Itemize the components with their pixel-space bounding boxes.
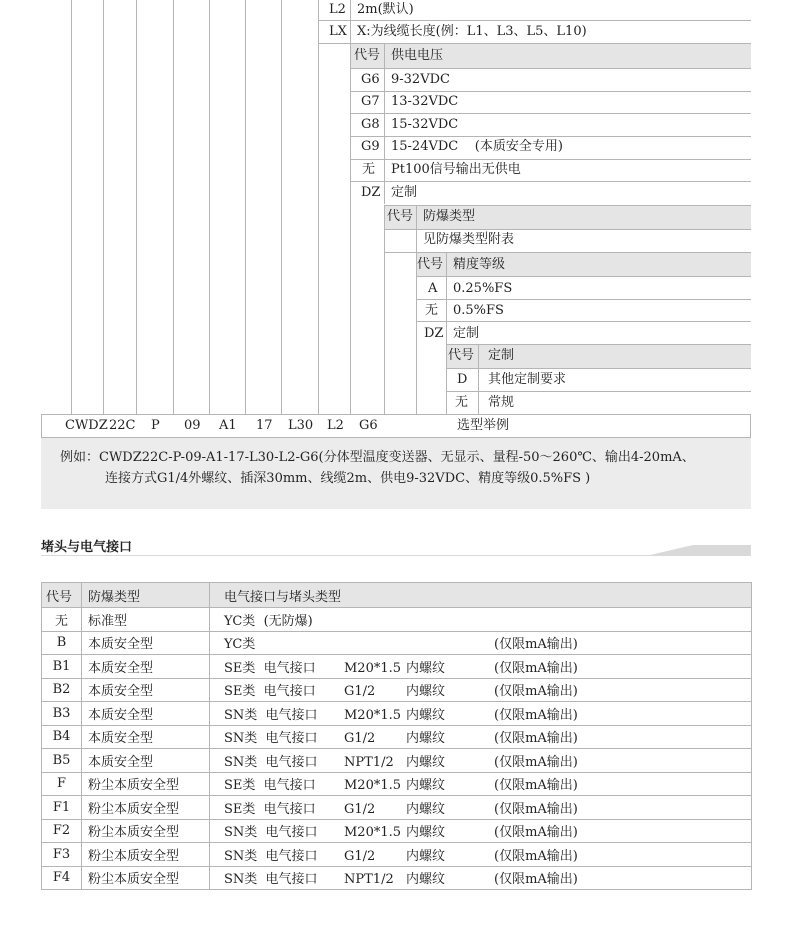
row-code: 无 (42, 608, 82, 632)
interface-type: SE类 电气接口 (224, 778, 316, 794)
example-code: L30 (288, 418, 314, 433)
row-interface (210, 678, 752, 702)
table-row (42, 655, 752, 679)
example-code: 22C (109, 418, 136, 433)
thread-spec: M20*1.5 (344, 707, 402, 723)
thread-kind: 内螺纹 (406, 754, 446, 770)
supply-desc: 15-32VDC (391, 117, 459, 132)
interface-type: SN类 电气接口 (224, 872, 318, 888)
example-note-line: 连接方式G1/4外螺纹、插深30mm、线缆2m、供电9-32VDC、精度等级0.5%FS ) (105, 471, 591, 486)
table-header-row (42, 583, 752, 608)
thread-spec: G1/2 (344, 731, 376, 747)
custom-desc: 常规 (488, 395, 515, 410)
supply-header-code: 代号 (354, 48, 381, 63)
example-code: G6 (359, 418, 378, 433)
example-code: CWDZ (65, 418, 108, 433)
table-row (42, 796, 752, 820)
supply-desc: 15-24VDC (本质安全专用) (391, 139, 563, 154)
interface-type: SE类 电气接口 (224, 684, 316, 700)
row-code: F2 (42, 819, 82, 843)
row-type: 本质安全型 (82, 749, 210, 773)
row-type: 粉尘本质安全型 (82, 772, 210, 796)
connector-table-body (42, 583, 752, 890)
cable-code: L2 (329, 2, 346, 17)
table-header: 代号 (42, 583, 82, 608)
table-row (42, 725, 752, 749)
row-code: B5 (42, 749, 82, 773)
connector-table (41, 582, 752, 890)
row-interface (210, 843, 752, 867)
thread-kind: 内螺纹 (406, 660, 446, 676)
row-type: 本质安全型 (82, 631, 210, 655)
custom-code: D (457, 372, 468, 387)
row-code: B3 (42, 702, 82, 726)
explosion-desc: 见防爆类型附表 (423, 232, 515, 247)
accuracy-desc: 0.25%FS (453, 281, 513, 296)
table-row (42, 749, 752, 773)
table-row (42, 631, 752, 655)
output-note: (仅限mA输出) (494, 825, 578, 841)
thread-kind: 内螺纹 (406, 848, 446, 864)
accuracy-code: 无 (425, 303, 439, 318)
custom-header-desc: 定制 (488, 348, 515, 363)
interface-type: YC类 (无防爆) (224, 613, 313, 629)
row-interface (210, 702, 752, 726)
row-type: 本质安全型 (82, 702, 210, 726)
cable-code: LX (329, 24, 347, 39)
row-code: F3 (42, 843, 82, 867)
thread-spec: G1/2 (344, 684, 376, 700)
table-row (42, 819, 752, 843)
thread-spec: G1/2 (344, 801, 376, 817)
thread-kind: 内螺纹 (406, 778, 446, 794)
example-code: L2 (327, 418, 344, 433)
row-interface (210, 749, 752, 773)
thread-kind: 内螺纹 (406, 731, 446, 747)
example-code: 09 (184, 418, 201, 433)
thread-spec: M20*1.5 (344, 825, 402, 841)
interface-type: SN类 电气接口 (224, 754, 318, 770)
output-note: (仅限mA输出) (494, 778, 578, 794)
accuracy-code: A (428, 281, 438, 296)
accuracy-header-desc: 精度等级 (453, 257, 506, 272)
thread-kind: 内螺纹 (406, 872, 446, 888)
table-row (42, 772, 752, 796)
row-interface (210, 796, 752, 820)
example-code: 17 (256, 418, 273, 433)
row-interface (210, 866, 752, 890)
row-code: B (42, 631, 82, 655)
supply-desc: Pt100信号输出无供电 (391, 162, 521, 177)
custom-desc: 其他定制要求 (488, 372, 567, 387)
accuracy-code: DZ (424, 326, 444, 341)
table-row (42, 843, 752, 867)
supply-desc: 13-32VDC (391, 94, 459, 109)
cable-desc: 2m(默认) (357, 2, 414, 17)
output-note: (仅限mA输出) (494, 801, 578, 817)
table-row (42, 866, 752, 890)
supply-code: DZ (361, 185, 381, 200)
interface-type: SE类 电气接口 (224, 660, 316, 676)
output-note: (仅限mA输出) (494, 872, 578, 888)
supply-header-desc: 供电电压 (391, 48, 444, 63)
custom-code: 无 (455, 395, 469, 410)
thread-spec: NPT1/2 (344, 754, 394, 770)
thread-kind: 内螺纹 (406, 801, 446, 817)
explosion-header-desc: 防爆类型 (423, 209, 476, 224)
interface-type: YC类 (224, 637, 256, 653)
table-row (42, 608, 752, 632)
row-interface (210, 725, 752, 749)
example-code: A1 (219, 418, 237, 433)
supply-code: G8 (361, 117, 380, 132)
output-note: (仅限mA输出) (494, 684, 578, 700)
supply-desc: 9-32VDC (391, 72, 450, 87)
row-type: 粉尘本质安全型 (82, 843, 210, 867)
table-row (42, 678, 752, 702)
row-type: 粉尘本质安全型 (82, 796, 210, 820)
example-label: 选型举例 (457, 418, 510, 433)
supply-desc: 定制 (391, 185, 418, 200)
row-type: 本质安全型 (82, 655, 210, 679)
thread-spec: M20*1.5 (344, 660, 402, 676)
output-note: (仅限mA输出) (494, 637, 578, 653)
row-interface (210, 608, 752, 632)
row-code: F (42, 772, 82, 796)
output-note: (仅限mA输出) (494, 754, 578, 770)
example-code: P (151, 418, 160, 433)
row-code: B4 (42, 725, 82, 749)
section-title: 堵头与电气接口 (41, 540, 133, 555)
thread-spec: M20*1.5 (344, 778, 402, 794)
explosion-header-code: 代号 (387, 209, 414, 224)
supply-code: G6 (361, 72, 380, 87)
supply-code: G7 (361, 94, 380, 109)
thread-kind: 内螺纹 (406, 825, 446, 841)
table-header: 防爆类型 (82, 583, 210, 608)
output-note: (仅限mA输出) (494, 707, 578, 723)
thread-spec: NPT1/2 (344, 872, 394, 888)
row-code: F1 (42, 796, 82, 820)
interface-type: SN类 电气接口 (224, 707, 318, 723)
row-type: 粉尘本质安全型 (82, 866, 210, 890)
interface-type: SN类 电气接口 (224, 731, 318, 747)
row-code: F4 (42, 866, 82, 890)
example-note-line: 例如：CWDZ22C-P-09-A1-17-L30-L2-G6(分体型温度变送器、无显示、量程-50～260℃、输出4-20mA、 (60, 450, 695, 465)
interface-type: SN类 电气接口 (224, 848, 318, 864)
interface-type: SN类 电气接口 (224, 825, 318, 841)
row-code: B1 (42, 655, 82, 679)
accuracy-desc: 0.5%FS (453, 303, 504, 318)
row-type: 本质安全型 (82, 678, 210, 702)
row-type: 本质安全型 (82, 725, 210, 749)
thread-spec: G1/2 (344, 848, 376, 864)
row-type: 标准型 (82, 608, 210, 632)
thread-kind: 内螺纹 (406, 684, 446, 700)
row-interface (210, 631, 752, 655)
supply-code: 无 (362, 162, 376, 177)
accuracy-desc: 定制 (453, 326, 480, 341)
row-interface (210, 772, 752, 796)
row-interface (210, 655, 752, 679)
table-header: 电气接口与堵头类型 (210, 583, 752, 608)
row-interface (210, 819, 752, 843)
row-code: B2 (42, 678, 82, 702)
interface-type: SE类 电气接口 (224, 801, 316, 817)
cable-desc: X:为线缆长度(例：L1、L3、L5、L10) (357, 24, 587, 39)
row-type: 粉尘本质安全型 (82, 819, 210, 843)
accuracy-header-code: 代号 (417, 257, 444, 272)
table-row (42, 702, 752, 726)
output-note: (仅限mA输出) (494, 848, 578, 864)
supply-code: G9 (361, 139, 380, 154)
custom-header-code: 代号 (448, 348, 475, 363)
thread-kind: 内螺纹 (406, 707, 446, 723)
output-note: (仅限mA输出) (494, 731, 578, 747)
output-note: (仅限mA输出) (494, 660, 578, 676)
